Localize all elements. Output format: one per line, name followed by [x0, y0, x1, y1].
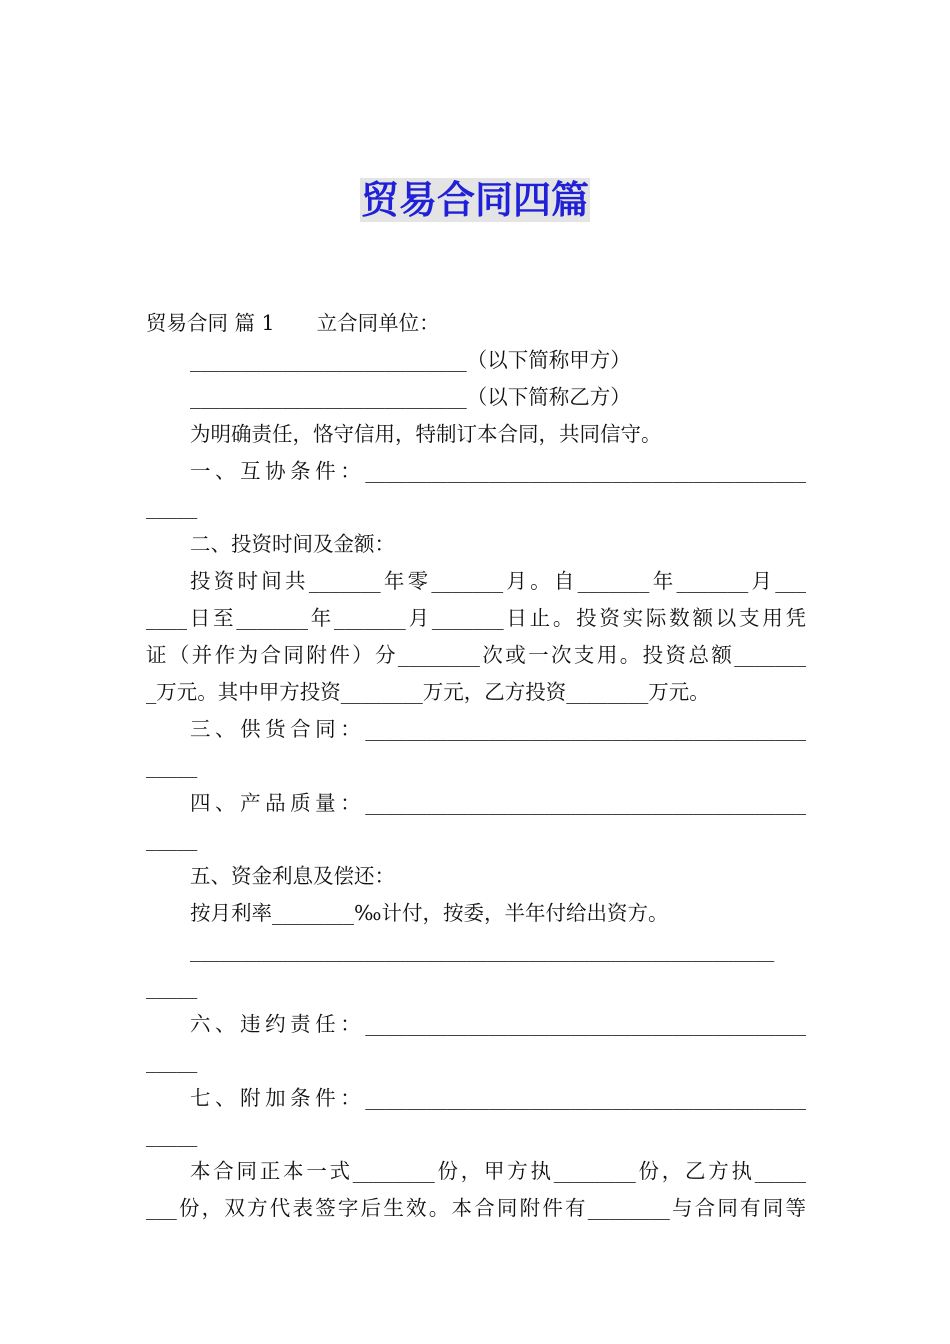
clause-6: 六、违约责任：___________________________________________	[190, 1011, 806, 1036]
parties-label: 立合同单位：	[316, 311, 440, 335]
party-b-line: ___________________________（以下简称乙方）	[190, 384, 631, 409]
contract-body	[146, 305, 806, 1227]
clause-2-line-2: ____日至_______年_______月_______日止。投资实际数额以支用凭	[146, 606, 806, 631]
clause-3: 三、供货合同：___________________________________________	[190, 716, 806, 741]
clause-4-cont: _____	[146, 827, 198, 852]
clause-7: 七、附加条件：___________________________________________	[190, 1085, 806, 1110]
clause-1: 一、互协条件：___________________________________________	[190, 458, 806, 483]
clause-4: 四、产品质量：___________________________________________	[190, 790, 806, 815]
contract-heading-line	[146, 305, 806, 342]
clause-2-line-1: 投资时间共_______年零_______月。自_______年_______月___	[190, 569, 806, 594]
clause-6-cont: _____	[146, 1048, 198, 1073]
clause-5-blank: _________________________________________________________	[190, 938, 775, 963]
closing-line-1: 本合同正本一式________份，甲方执________份，乙方执_____	[190, 1159, 806, 1184]
party-a-line: ___________________________（以下简称甲方）	[190, 347, 631, 372]
document-title: 贸易合同四篇	[360, 178, 589, 222]
clause-2-line-3: 证（并作为合同附件）分________次或一次支用。投资总额_______	[146, 643, 806, 668]
clause-1-cont: _____	[146, 495, 198, 520]
closing-line-2: ___份，双方代表签字后生效。本合同附件有________与合同有同等	[146, 1196, 806, 1221]
document-title-wrap	[0, 178, 950, 222]
clause-5-heading: 五、资金利息及偿还：	[190, 864, 395, 889]
preamble: 为明确责任，恪守信用，特制订本合同，共同信守。	[190, 421, 662, 446]
clause-2-line-4: _万元。其中甲方投资________万元，乙方投资________万元。	[146, 679, 710, 704]
clause-5-cont: _____	[146, 975, 198, 1000]
clause-5-line-1: 按月利率________‰计付，按委，半年付给出资方。	[190, 901, 669, 926]
contract-number: 贸易合同 篇 1	[146, 311, 275, 335]
clause-3-cont: _____	[146, 753, 198, 778]
clause-7-cont: _____	[146, 1122, 198, 1147]
clause-2-heading: 二、投资时间及金额：	[190, 532, 395, 557]
